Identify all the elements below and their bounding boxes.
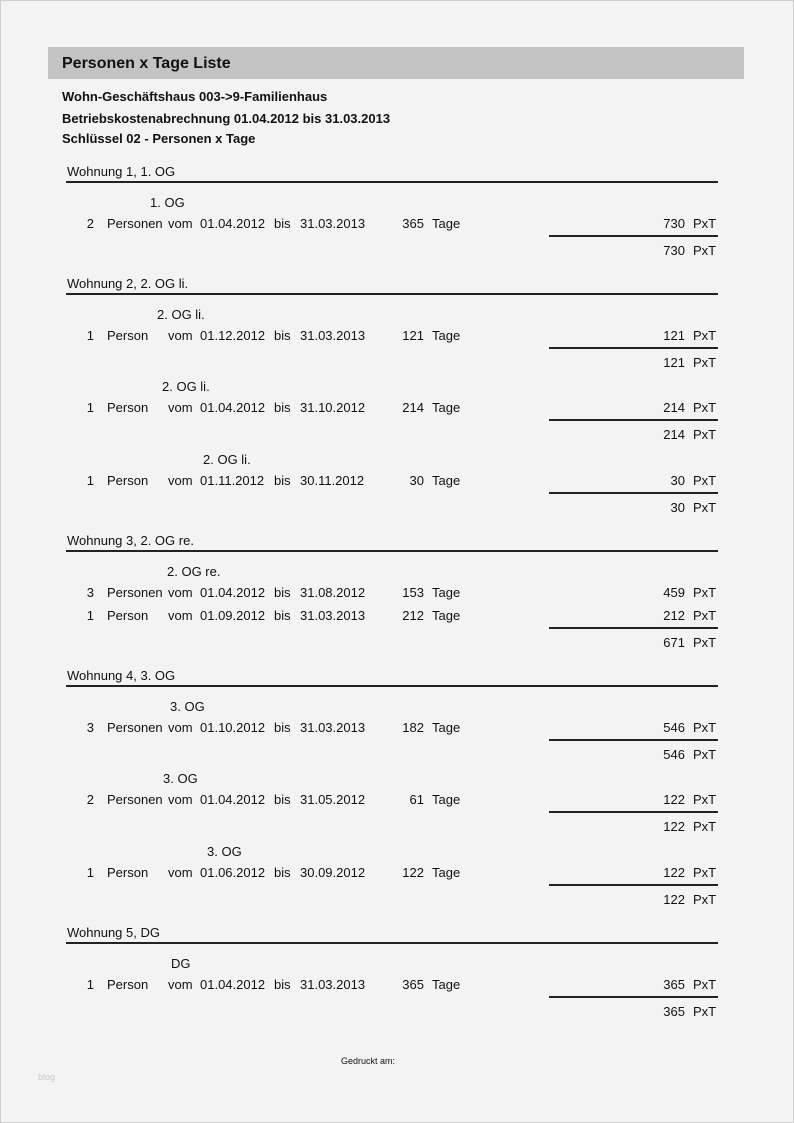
person-days-value: 365 xyxy=(663,977,685,992)
days-label: Tage xyxy=(432,328,461,343)
date-from: 01.04.2012 xyxy=(200,977,266,992)
days-label: Tage xyxy=(432,585,461,600)
apartment-divider xyxy=(66,942,718,944)
days-label: Tage xyxy=(432,216,461,231)
subtotal-unit: PxT xyxy=(693,819,717,834)
to-label: bis xyxy=(274,977,291,992)
person-label: Personen xyxy=(107,720,163,735)
date-from: 01.04.2012 xyxy=(200,216,266,231)
apartment-heading: Wohnung 4, 3. OG xyxy=(67,668,176,683)
page-title: Personen x Tage Liste xyxy=(62,55,231,72)
apartment-heading: Wohnung 3, 2. OG re. xyxy=(67,533,194,548)
subtotal-line xyxy=(549,492,718,494)
person-days-value: 459 xyxy=(663,585,685,600)
apartment-divider xyxy=(66,685,718,687)
days-label: Tage xyxy=(432,400,461,415)
to-label: bis xyxy=(274,400,291,415)
subtotal-line xyxy=(549,884,718,886)
to-label: bis xyxy=(274,585,291,600)
date-to: 31.03.2013 xyxy=(300,720,366,735)
from-label: vom xyxy=(168,608,193,623)
subtotal-unit: PxT xyxy=(693,427,717,442)
days-label: Tage xyxy=(432,720,461,735)
watermark: blog xyxy=(38,1072,56,1082)
subtotal-unit: PxT xyxy=(693,355,717,370)
subtotal-value: 121 xyxy=(663,355,685,370)
date-to: 31.08.2012 xyxy=(300,585,366,600)
person-days-value: 122 xyxy=(663,792,685,807)
person-label: Person xyxy=(107,865,149,880)
days-label: Tage xyxy=(432,792,461,807)
days-count: 365 xyxy=(402,216,424,231)
subtotal-unit: PxT xyxy=(693,747,717,762)
from-label: vom xyxy=(168,865,193,880)
subtotal-unit: PxT xyxy=(693,892,717,907)
subtotal-value: 122 xyxy=(663,892,685,907)
date-to: 31.03.2013 xyxy=(300,328,366,343)
from-label: vom xyxy=(168,400,193,415)
date-to: 31.03.2013 xyxy=(300,608,366,623)
days-label: Tage xyxy=(432,473,461,488)
from-label: vom xyxy=(168,792,193,807)
date-from: 01.11.2012 xyxy=(200,473,265,488)
days-count: 121 xyxy=(402,328,424,343)
days-count: 182 xyxy=(402,720,424,735)
subtotal-line xyxy=(549,419,718,421)
floor-label: 1. OG xyxy=(150,195,185,210)
persons-count: 3 xyxy=(86,720,94,735)
apartment-divider xyxy=(66,181,718,183)
date-from: 01.04.2012 xyxy=(200,792,266,807)
persons-count: 1 xyxy=(86,473,94,488)
person-label: Person xyxy=(107,328,149,343)
subtotal-value: 214 xyxy=(663,427,685,442)
persons-count: 1 xyxy=(86,328,94,343)
person-days-value: 214 xyxy=(663,400,685,415)
days-count: 365 xyxy=(402,977,424,992)
person-label: Person xyxy=(107,473,149,488)
apartment-heading: Wohnung 5, DG xyxy=(67,925,160,940)
subtotal-value: 30 xyxy=(670,500,685,515)
subtotal-line xyxy=(549,235,718,237)
to-label: bis xyxy=(274,608,291,623)
persons-count: 2 xyxy=(86,216,94,231)
person-days-unit: PxT xyxy=(693,585,717,600)
subtotal-value: 730 xyxy=(663,243,685,258)
person-days-unit: PxT xyxy=(693,216,717,231)
days-label: Tage xyxy=(432,865,461,880)
floor-label: 2. OG li. xyxy=(203,452,251,467)
date-from: 01.04.2012 xyxy=(200,585,266,600)
persons-count: 2 xyxy=(86,792,94,807)
date-from: 01.06.2012 xyxy=(200,865,266,880)
to-label: bis xyxy=(274,328,291,343)
days-count: 212 xyxy=(402,608,424,623)
subtotal-unit: PxT xyxy=(693,243,717,258)
persons-count: 1 xyxy=(86,865,94,880)
persons-count: 1 xyxy=(86,977,94,992)
date-to: 31.10.2012 xyxy=(300,400,366,415)
subtotal-unit: PxT xyxy=(693,1004,717,1019)
subtotal-value: 671 xyxy=(663,635,685,650)
days-count: 214 xyxy=(402,400,424,415)
date-from: 01.12.2012 xyxy=(200,328,266,343)
persons-count: 1 xyxy=(86,400,94,415)
subtotal-line xyxy=(549,739,718,741)
person-days-value: 212 xyxy=(663,608,685,623)
person-days-value: 122 xyxy=(663,865,685,880)
apartment-divider xyxy=(66,293,718,295)
days-count: 61 xyxy=(409,792,424,807)
person-days-unit: PxT xyxy=(693,400,717,415)
property-name: Wohn-Geschäftshaus 003->9-Familienhaus xyxy=(62,89,328,104)
days-label: Tage xyxy=(432,608,461,623)
apartment-heading: Wohnung 1, 1. OG xyxy=(67,164,176,179)
date-from: 01.04.2012 xyxy=(200,400,266,415)
floor-label: DG xyxy=(171,956,191,971)
subtotal-unit: PxT xyxy=(693,500,717,515)
floor-label: 2. OG li. xyxy=(162,379,210,394)
from-label: vom xyxy=(168,328,193,343)
subtotal-line xyxy=(549,347,718,349)
person-days-unit: PxT xyxy=(693,720,717,735)
to-label: bis xyxy=(274,473,291,488)
from-label: vom xyxy=(168,585,193,600)
subtotal-unit: PxT xyxy=(693,635,717,650)
person-days-unit: PxT xyxy=(693,977,717,992)
date-from: 01.10.2012 xyxy=(200,720,266,735)
to-label: bis xyxy=(274,216,291,231)
billing-period: Betriebskostenabrechnung 01.04.2012 bis 31.03.2013 xyxy=(62,111,391,126)
person-days-unit: PxT xyxy=(693,865,717,880)
person-days-unit: PxT xyxy=(693,328,717,343)
person-label: Personen xyxy=(107,792,163,807)
apartment-divider xyxy=(66,550,718,552)
floor-label: 3. OG xyxy=(163,771,198,786)
persons-count: 1 xyxy=(86,608,94,623)
from-label: vom xyxy=(168,720,193,735)
printed-label: Gedruckt am: xyxy=(341,1056,396,1066)
person-label: Personen xyxy=(107,216,163,231)
date-from: 01.09.2012 xyxy=(200,608,266,623)
days-label: Tage xyxy=(432,977,461,992)
person-days-unit: PxT xyxy=(693,792,717,807)
from-label: vom xyxy=(168,216,193,231)
date-to: 31.05.2012 xyxy=(300,792,366,807)
date-to: 30.11.2012 xyxy=(300,473,365,488)
floor-label: 2. OG li. xyxy=(157,307,205,322)
subtotal-value: 122 xyxy=(663,819,685,834)
date-to: 30.09.2012 xyxy=(300,865,366,880)
to-label: bis xyxy=(274,865,291,880)
person-label: Person xyxy=(107,608,149,623)
days-count: 30 xyxy=(409,473,424,488)
floor-label: 2. OG re. xyxy=(167,564,221,579)
from-label: vom xyxy=(168,977,193,992)
person-days-value: 730 xyxy=(663,216,685,231)
person-days-value: 30 xyxy=(670,473,685,488)
apartment-heading: Wohnung 2, 2. OG li. xyxy=(67,276,189,291)
subtotal-line xyxy=(549,811,718,813)
date-to: 31.03.2013 xyxy=(300,977,366,992)
person-days-unit: PxT xyxy=(693,473,717,488)
to-label: bis xyxy=(274,720,291,735)
subtotal-value: 546 xyxy=(663,747,685,762)
person-days-value: 546 xyxy=(663,720,685,735)
subtotal-line xyxy=(549,627,718,629)
person-label: Person xyxy=(107,977,149,992)
title-bar xyxy=(48,47,744,79)
persons-count: 3 xyxy=(86,585,94,600)
subtotal-value: 365 xyxy=(663,1004,685,1019)
to-label: bis xyxy=(274,792,291,807)
floor-label: 3. OG xyxy=(207,844,242,859)
person-days-value: 121 xyxy=(663,328,685,343)
subtotal-line xyxy=(549,996,718,998)
person-days-unit: PxT xyxy=(693,608,717,623)
from-label: vom xyxy=(168,473,193,488)
date-to: 31.03.2013 xyxy=(300,216,366,231)
floor-label: 3. OG xyxy=(170,699,205,714)
days-count: 153 xyxy=(402,585,424,600)
days-count: 122 xyxy=(402,865,424,880)
person-label: Person xyxy=(107,400,149,415)
person-label: Personen xyxy=(107,585,163,600)
distribution-key: Schlüssel 02 - Personen x Tage xyxy=(62,131,256,146)
